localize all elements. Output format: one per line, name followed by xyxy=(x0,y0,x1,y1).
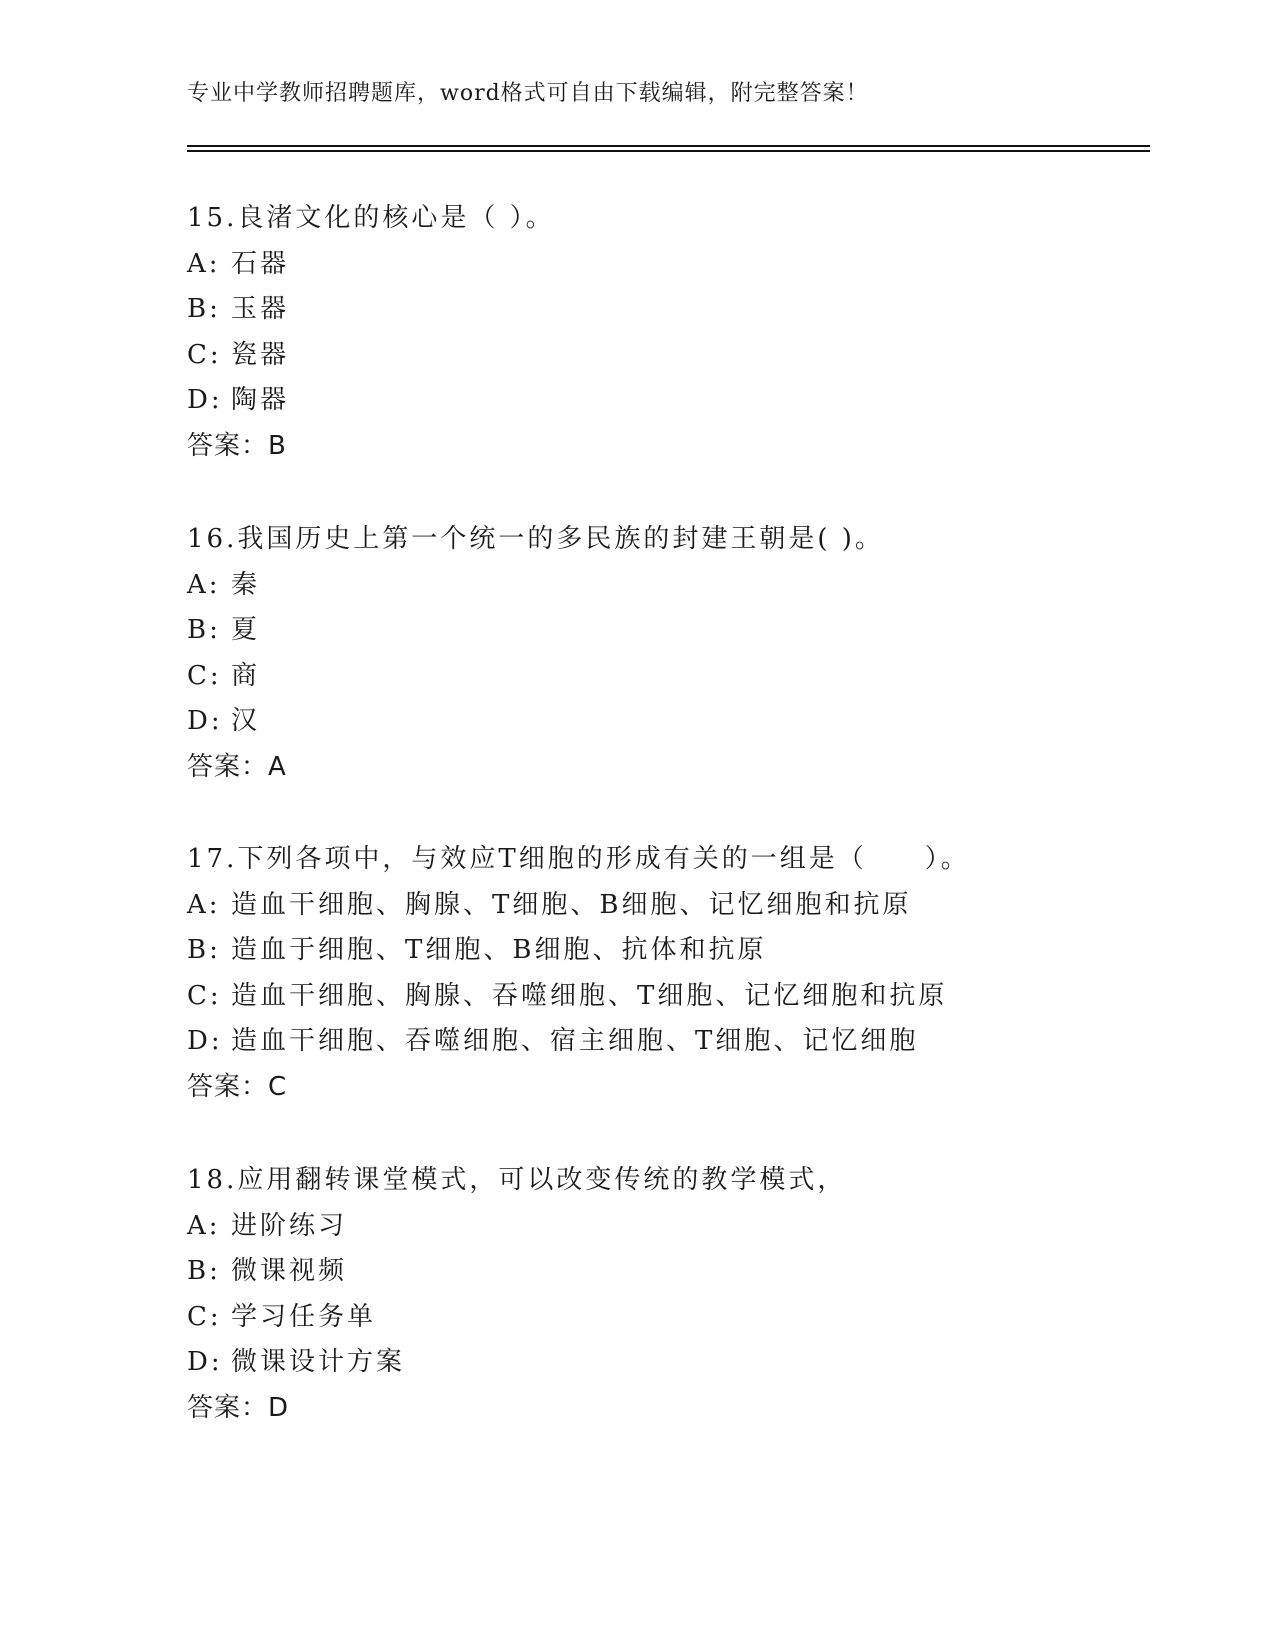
option-key: C: xyxy=(187,980,222,1011)
option-key: D: xyxy=(187,1347,223,1378)
question-18 xyxy=(187,1158,1137,1432)
option-c xyxy=(187,333,1137,379)
option-text: 玉器 xyxy=(231,294,290,325)
answer: 答案：C xyxy=(187,1071,288,1102)
option-key: D: xyxy=(187,1026,223,1057)
question-16 xyxy=(187,517,1137,791)
option-b xyxy=(187,608,1137,654)
option-key: C: xyxy=(187,339,222,370)
option-b xyxy=(187,287,1137,333)
option-key: A: xyxy=(187,889,221,920)
option-a xyxy=(187,563,1137,609)
question-15 xyxy=(187,196,1137,470)
option-key: B: xyxy=(187,615,221,646)
option-key: D: xyxy=(187,706,223,737)
option-c xyxy=(187,974,1137,1020)
option-text: 造血于细胞、T细胞、B细胞、抗体和抗原 xyxy=(231,935,767,966)
option-text: 石器 xyxy=(231,248,290,279)
answer: 答案：B xyxy=(187,430,287,461)
answer: 答案：A xyxy=(187,751,287,782)
option-text: 进阶练习 xyxy=(231,1210,348,1241)
option-text: 夏 xyxy=(231,615,261,646)
page-header: 专业中学教师招聘题库，word格式可自由下载编辑，附完整答案！ xyxy=(187,81,869,106)
option-c xyxy=(187,654,1137,700)
option-d xyxy=(187,1340,1137,1386)
option-a xyxy=(187,242,1137,288)
option-text: 瓷器 xyxy=(231,339,290,370)
option-text: 微课设计方案 xyxy=(231,1347,406,1378)
option-c xyxy=(187,1295,1137,1341)
option-b xyxy=(187,928,1137,974)
option-text: 造血干细胞、胸腺、吞噬细胞、T细胞、记忆细胞和抗原 xyxy=(231,980,948,1011)
question-stem: 17.下列各项中，与效应T细胞的形成有关的一组是（ ）。 xyxy=(187,844,970,874)
option-key: A: xyxy=(187,569,221,600)
answer: 答案：D xyxy=(187,1392,290,1423)
option-d xyxy=(187,378,1137,424)
header-divider xyxy=(187,145,1150,147)
option-text: 汉 xyxy=(231,706,261,737)
question-stem: 15.良渚文化的核心是（ ）。 xyxy=(187,203,555,233)
option-b xyxy=(187,1249,1137,1295)
question-17 xyxy=(187,837,1137,1111)
option-key: A: xyxy=(187,1210,221,1241)
option-key: B: xyxy=(187,935,221,966)
option-key: C: xyxy=(187,660,222,691)
option-text: 秦 xyxy=(231,569,261,600)
option-a xyxy=(187,1204,1137,1250)
option-text: 商 xyxy=(231,660,261,691)
question-stem: 18.应用翻转课堂模式，可以改变传统的教学模式， xyxy=(187,1165,847,1195)
option-key: D: xyxy=(187,385,223,416)
option-key: B: xyxy=(187,294,221,325)
question-stem: 16.我国历史上第一个统一的多民族的封建王朝是( )。 xyxy=(187,524,884,554)
option-key: A: xyxy=(187,248,221,279)
option-a xyxy=(187,883,1137,929)
option-text: 造血干细胞、吞噬细胞、宿主细胞、T细胞、记忆细胞 xyxy=(231,1026,919,1057)
option-key: C: xyxy=(187,1301,222,1332)
option-text: 微课视频 xyxy=(231,1256,348,1287)
option-d xyxy=(187,699,1137,745)
option-text: 学习任务单 xyxy=(231,1301,377,1332)
option-text: 陶器 xyxy=(231,385,290,416)
option-key: B: xyxy=(187,1256,221,1287)
option-d xyxy=(187,1019,1137,1065)
header-divider-second xyxy=(187,150,1150,152)
option-text: 造血干细胞、胸腺、T细胞、B细胞、记忆细胞和抗原 xyxy=(231,889,912,920)
